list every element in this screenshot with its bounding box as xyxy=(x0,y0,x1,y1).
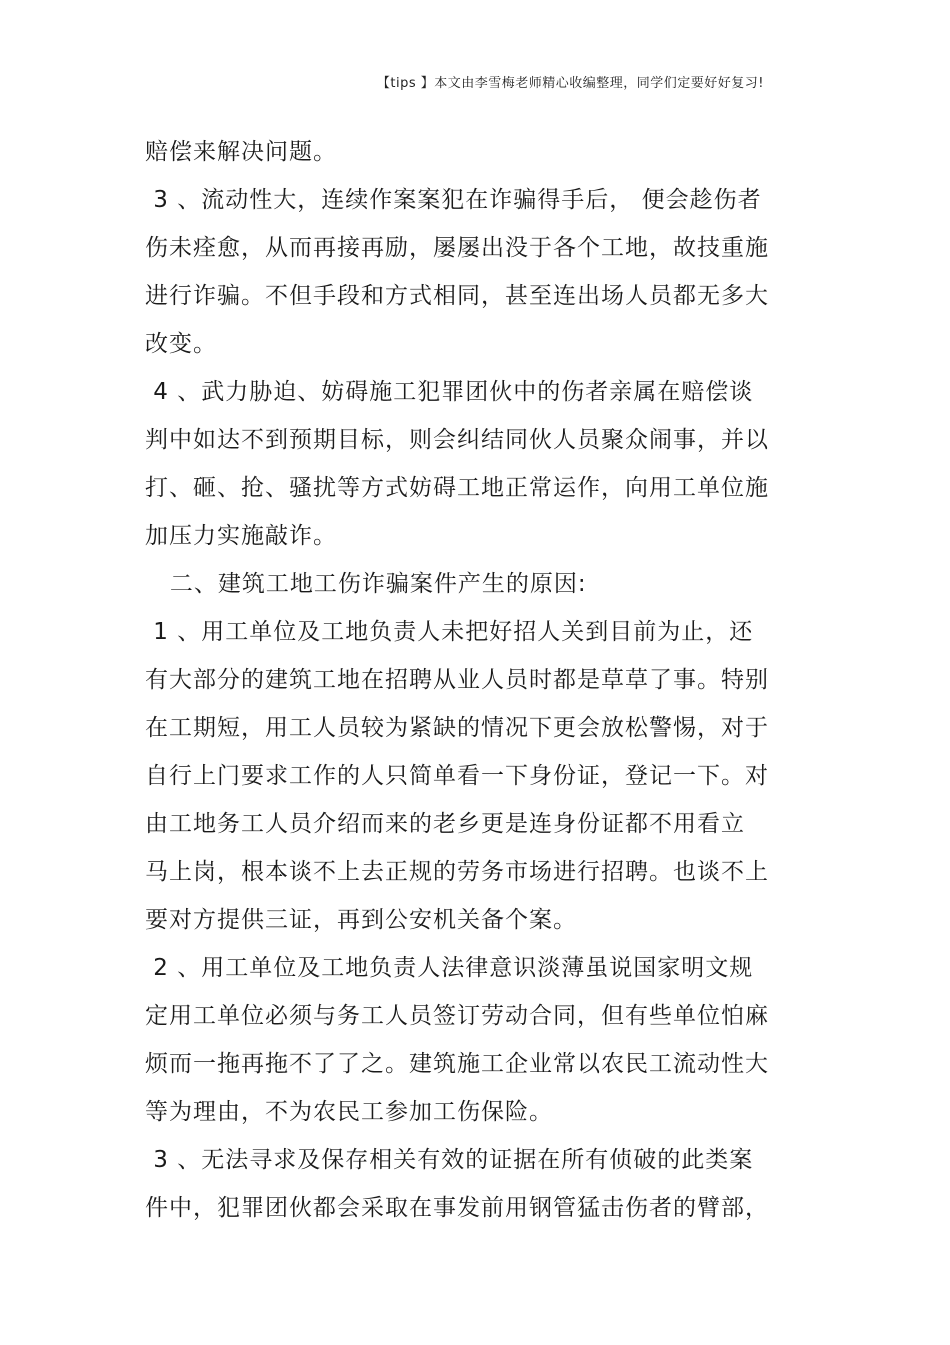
text-line: 改变。 xyxy=(145,331,217,357)
text-line: 加压力实施敲诈。 xyxy=(145,523,337,549)
text-line: 件中，犯罪团伙都会采取在事发前用钢管猛击伤者的臂部， xyxy=(145,1195,769,1221)
text-line: 自行上门要求工作的人只简单看一下身份证，登记一下。对 xyxy=(145,763,769,789)
document-body xyxy=(145,128,769,1232)
text-line: 伤未痊愈，从而再接再励，屡屡出没于各个工地，故技重施 xyxy=(145,235,769,261)
text-line: 打、砸、抢、骚扰等方式妨碍工地正常运作，向用工单位施 xyxy=(145,475,769,501)
text-line: 定用工单位必须与务工人员签订劳动合同，但有些单位怕麻 xyxy=(145,1003,769,1029)
text-line: 判中如达不到预期目标，则会纠结同伙人员聚众闹事，并以 xyxy=(145,427,769,453)
text-line: 赔偿来解决问题。 xyxy=(145,139,337,165)
text-line: 马上岗，根本谈不上去正规的劳务市场进行招聘。也谈不上 xyxy=(145,859,769,885)
text-line: 1 、用工单位及工地负责人未把好招人关到目前为止，还 xyxy=(145,619,754,645)
text-line: 有大部分的建筑工地在招聘从业人员时都是草草了事。特别 xyxy=(145,667,769,693)
text-line: 进行诈骗。不但手段和方式相同，甚至连出场人员都无多大 xyxy=(145,283,769,309)
text-line: 要对方提供三证，再到公安机关备个案。 xyxy=(145,907,577,933)
text-line: 4 、武力胁迫、妨碍施工犯罪团伙中的伤者亲属在赔偿谈 xyxy=(145,379,754,405)
section-heading: 二、建筑工地工伤诈骗案件产生的原因: xyxy=(145,571,587,597)
text-line: 由工地务工人员介绍而来的老乡更是连身份证都不用看立 xyxy=(145,811,745,837)
text-line: 烦而一拖再拖不了了之。建筑施工企业常以农民工流动性大 xyxy=(145,1051,769,1077)
text-line: 2 、用工单位及工地负责人法律意识淡薄虽说国家明文规 xyxy=(145,955,754,981)
text-line: 3 、流动性大，连续作案案犯在诈骗得手后， 便会趁伤者 xyxy=(145,187,762,213)
header-tip-note: 【tips 】本文由李雪梅老师精心收编整理，同学们定要好好复习! xyxy=(376,76,764,91)
text-line: 3 、无法寻求及保存相关有效的证据在所有侦破的此类案 xyxy=(145,1147,754,1173)
text-line: 等为理由，不为农民工参加工伤保险。 xyxy=(145,1099,553,1125)
text-line: 在工期短，用工人员较为紧缺的情况下更会放松警惕，对于 xyxy=(145,715,769,741)
